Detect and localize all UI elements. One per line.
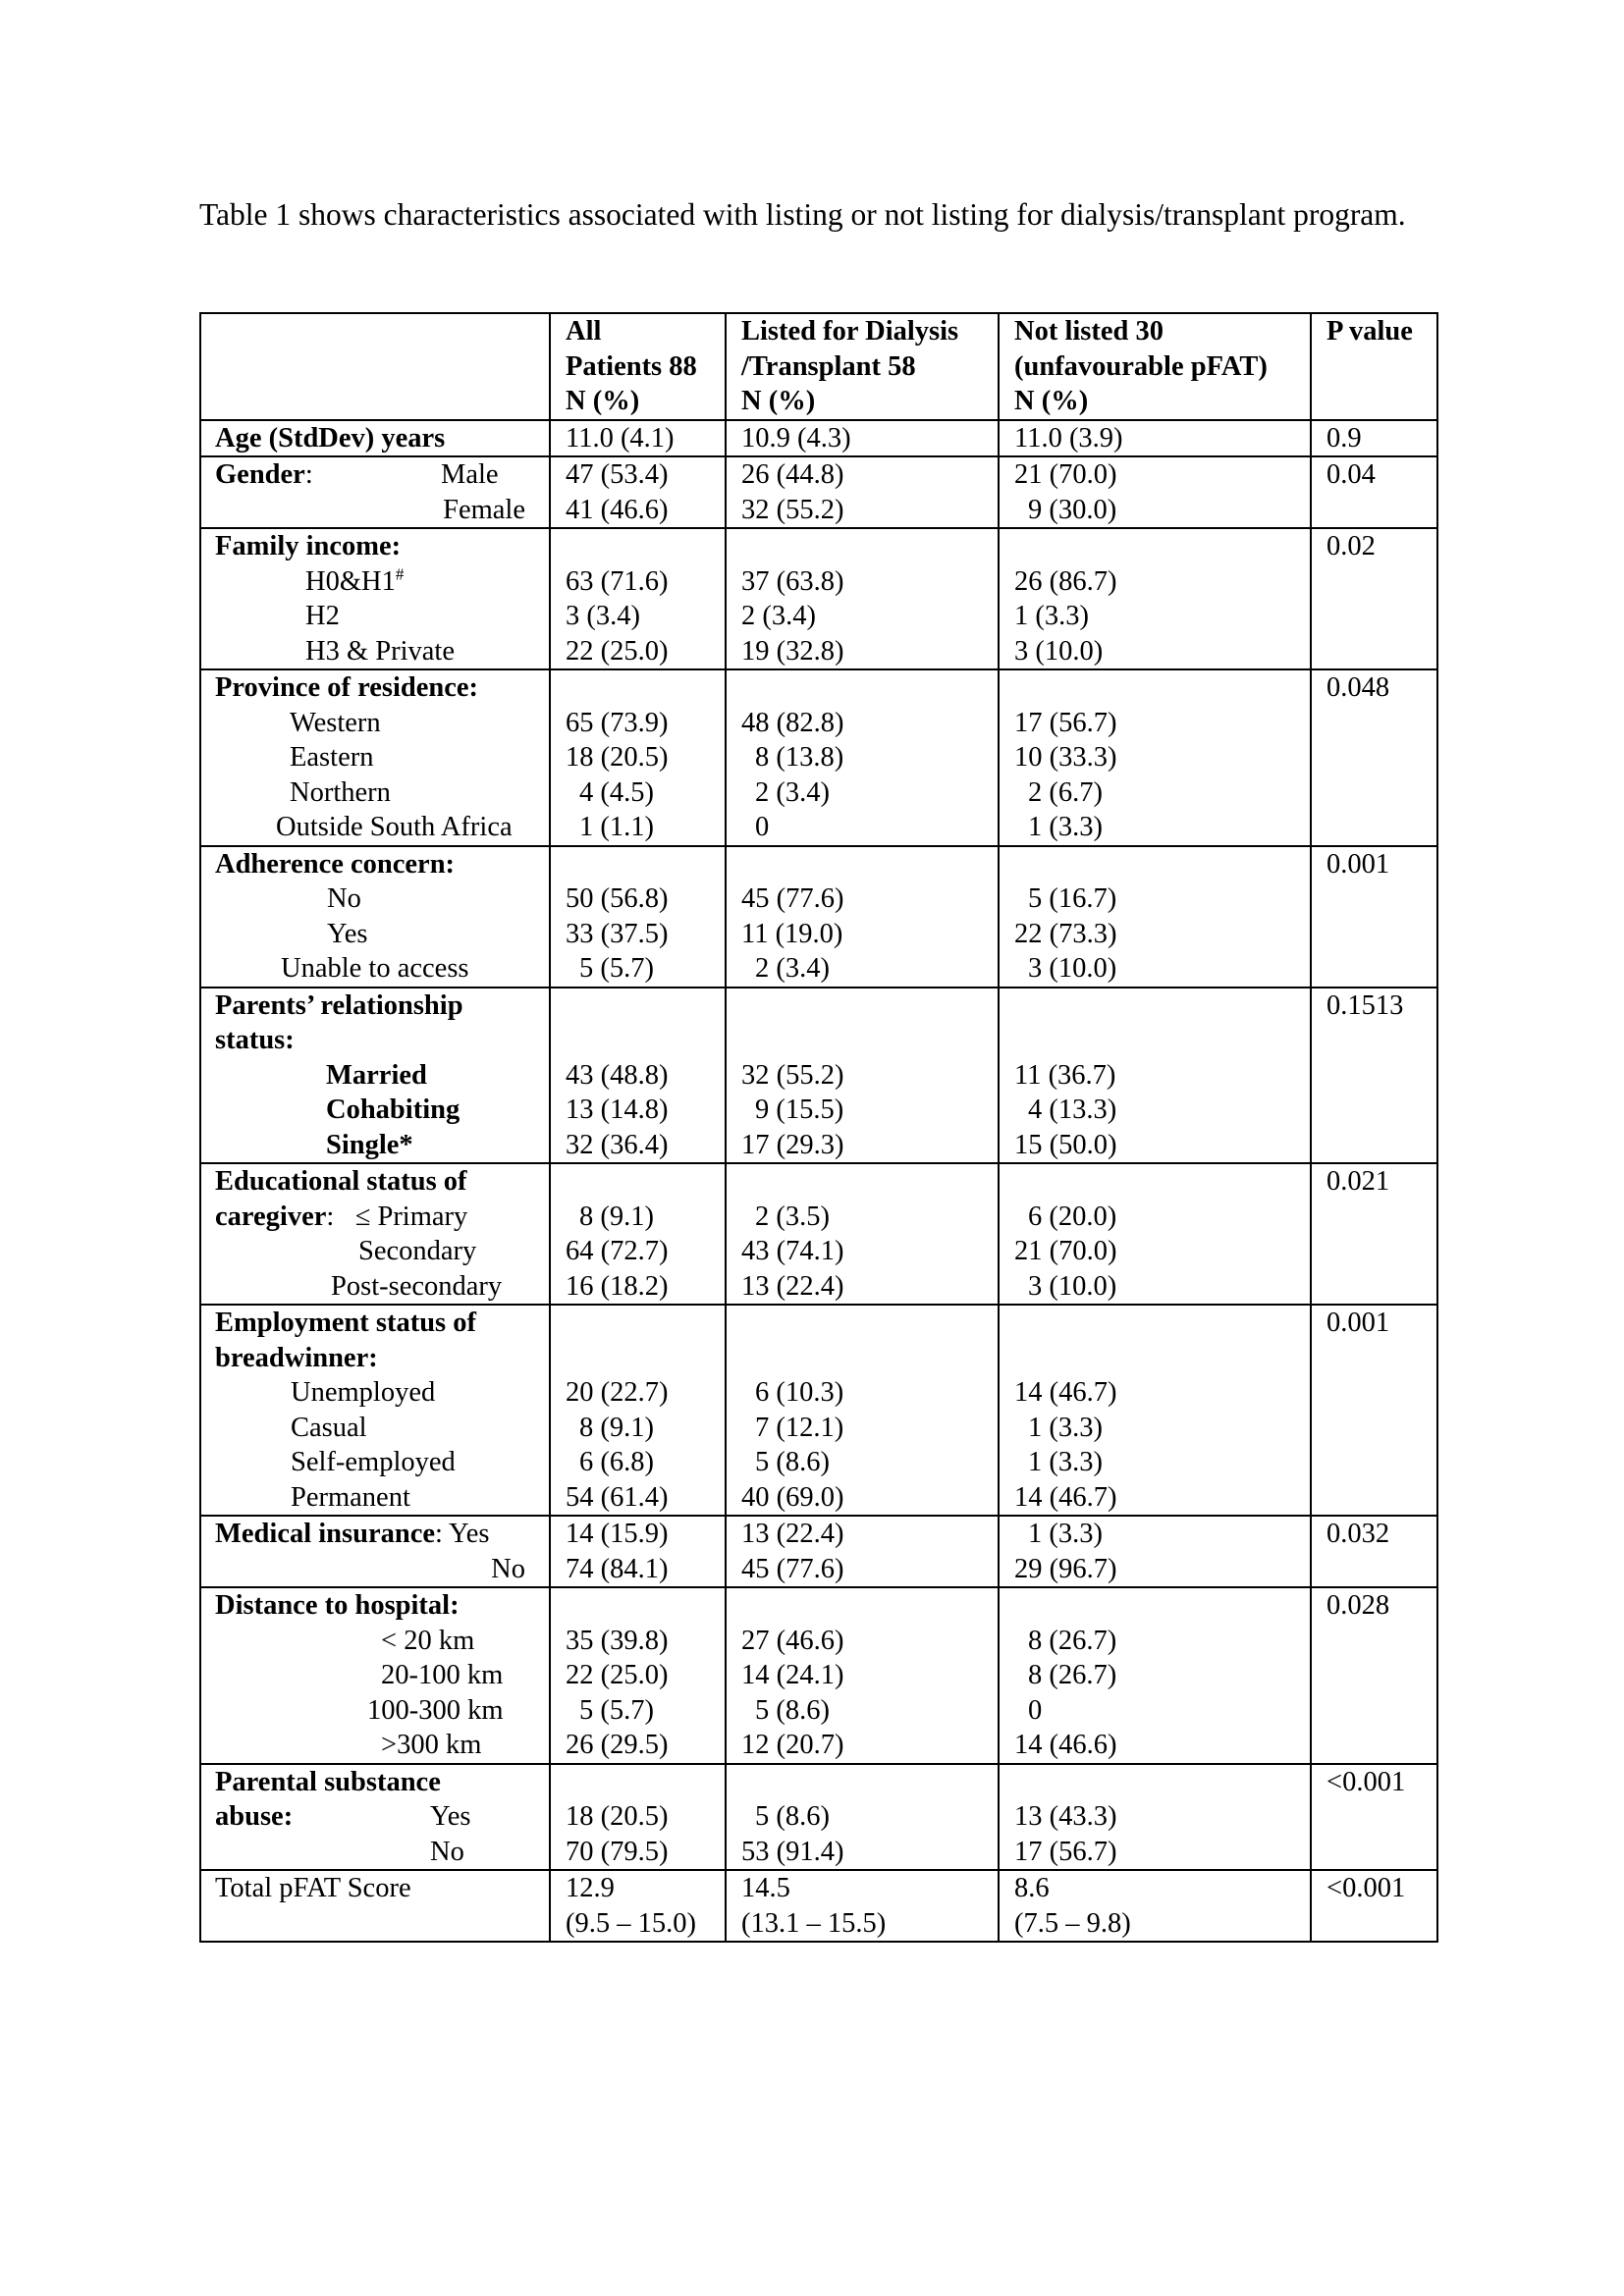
cell-text: 0.021 <box>1326 1166 1390 1197</box>
cell-p-value <box>1311 1163 1437 1305</box>
cell-text: Employment status of <box>215 1308 477 1338</box>
cell-text: 5 (5.7) <box>579 953 654 984</box>
cell-text: 35 (39.8) <box>566 1625 669 1656</box>
cell-text: 17 (56.7) <box>1014 1836 1117 1867</box>
row-label-province <box>200 669 550 846</box>
cell-text: 18 (20.5) <box>566 1801 669 1832</box>
row-label-adherence <box>200 846 550 988</box>
cell-text: 8 (9.1) <box>579 1412 654 1443</box>
header-empty-cell <box>200 313 550 420</box>
cell-text: 17 (56.7) <box>1014 707 1117 738</box>
cell-text: Educational status of <box>215 1166 467 1197</box>
cell-text: 8 (13.8) <box>755 742 844 773</box>
cell-text: Northern <box>290 776 391 808</box>
cell-text: Permanent <box>291 1481 410 1513</box>
cell-text: abuse: <box>215 1801 294 1832</box>
cell-text: 11.0 (4.1) <box>566 422 675 454</box>
cell-text: Adherence concern: <box>215 848 456 880</box>
cell-not-listed <box>999 456 1311 528</box>
cell-text: 14.5 <box>741 1873 790 1903</box>
table-row-gender <box>200 456 1437 528</box>
cell-text: 65 (73.9) <box>566 707 669 738</box>
cell-text: Outside South Africa <box>276 812 513 842</box>
cell-text: H0&H1 <box>305 565 396 597</box>
cell-text: 0.048 <box>1326 672 1390 703</box>
cell-text: Total pFAT Score <box>215 1873 411 1903</box>
cell-text: 70 (79.5) <box>566 1836 669 1867</box>
cell-text: 32 (55.2) <box>741 1059 844 1091</box>
cell-text: # <box>395 564 405 583</box>
cell-text: 1 (3.3) <box>1014 601 1089 631</box>
table-row-pfat <box>200 1870 1437 1942</box>
cell-text: 33 (37.5) <box>566 918 669 949</box>
cell-listed <box>726 1870 999 1942</box>
cell-text: 7 (12.1) <box>755 1412 844 1443</box>
cell-text: 19 (32.8) <box>741 635 844 667</box>
cell-text: Post-secondary <box>331 1270 503 1302</box>
cell-text: 1 (3.3) <box>1028 1412 1103 1443</box>
cell-text: 15 (50.0) <box>1014 1129 1117 1160</box>
cell-text: 21 (70.0) <box>1014 1236 1117 1266</box>
cell-text: Family income: <box>215 531 402 561</box>
cell-text: 43 (74.1) <box>741 1236 844 1266</box>
cell-text: Patients 88 <box>566 350 697 382</box>
cell-listed <box>726 1516 999 1587</box>
cell-p-value <box>1311 846 1437 988</box>
row-label-pfat <box>200 1870 550 1942</box>
cell-p-value <box>1311 1587 1437 1764</box>
cell-text: 1 (3.3) <box>1028 812 1103 842</box>
cell-text: 40 (69.0) <box>741 1481 844 1513</box>
cell-text: 5 (5.7) <box>579 1694 654 1726</box>
intro-text: Table 1 shows characteristics associated with listing or not listing for dialysis/transplant program. <box>199 197 1406 232</box>
cell-text: status: <box>215 1025 295 1055</box>
cell-text: 0.02 <box>1326 531 1376 561</box>
cell-text: 3 (10.0) <box>1028 953 1117 984</box>
cell-text: (9.5 – 15.0) <box>566 1907 696 1939</box>
cell-text: 20 (22.7) <box>566 1377 669 1408</box>
table-header-row <box>200 313 1437 420</box>
cell-text: Age (StdDev) years <box>215 422 446 454</box>
cell-listed <box>726 1305 999 1516</box>
row-label-age <box>200 420 550 457</box>
cell-text: 20-100 km <box>381 1660 504 1690</box>
cell-text: 43 (48.8) <box>566 1059 669 1091</box>
cell-text: 5 (16.7) <box>1028 883 1117 914</box>
cell-text: Casual <box>291 1412 367 1443</box>
cell-text: 9 (15.5) <box>755 1095 844 1125</box>
cell-text: 1 (1.1) <box>579 812 654 842</box>
cell-text: Female <box>443 494 525 525</box>
cell-p-value <box>1311 528 1437 669</box>
cell-text: 8.6 <box>1014 1873 1050 1903</box>
row-label-employment <box>200 1305 550 1516</box>
cell-text: 8 (26.7) <box>1028 1660 1117 1690</box>
cell-text: 8 (9.1) <box>579 1201 654 1232</box>
cell-text: 32 (36.4) <box>566 1129 669 1160</box>
cell-text: 0.028 <box>1326 1590 1390 1621</box>
cell-text: 6 (10.3) <box>755 1377 844 1408</box>
cell-text: Yes <box>327 918 368 949</box>
cell-listed <box>726 1587 999 1764</box>
cell-text: 32 (55.2) <box>741 494 844 525</box>
cell-text: 13 (43.3) <box>1014 1801 1117 1832</box>
cell-text: 10.9 (4.3) <box>741 422 851 454</box>
cell-p-value <box>1311 420 1437 457</box>
cell-text: 6 (6.8) <box>579 1447 654 1477</box>
cell-text: H2 <box>305 601 340 631</box>
cell-text: 21 (70.0) <box>1014 459 1117 490</box>
cell-text: /Transplant 58 <box>741 350 916 382</box>
table-row-distance <box>200 1587 1437 1764</box>
cell-listed <box>726 456 999 528</box>
cell-text: 26 (29.5) <box>566 1730 669 1760</box>
cell-text: 5 (8.6) <box>755 1447 830 1477</box>
cell-text: 0.04 <box>1326 459 1376 490</box>
cell-text: 0.9 <box>1326 422 1362 454</box>
cell-text: No <box>491 1553 525 1584</box>
cell-text: 13 (22.4) <box>741 1270 844 1302</box>
cell-text: N (%) <box>741 386 816 416</box>
cell-text: 0.001 <box>1326 848 1390 880</box>
cell-text: 22 (73.3) <box>1014 918 1117 949</box>
cell-text: Unable to access <box>281 953 469 984</box>
cell-text: 22 (25.0) <box>566 635 669 667</box>
cell-p-value <box>1311 1870 1437 1942</box>
cell-text: 2 (6.7) <box>1028 776 1103 808</box>
cell-text: 11 (19.0) <box>741 918 843 949</box>
cell-text: <0.001 <box>1326 1766 1406 1797</box>
cell-text: Province of residence: <box>215 672 479 703</box>
cell-text: 22 (25.0) <box>566 1660 669 1690</box>
cell-not-listed <box>999 846 1311 988</box>
cell-text: < 20 km <box>381 1625 475 1656</box>
cell-text: Yes <box>449 1519 490 1549</box>
cell-text: 0 <box>1028 1694 1043 1726</box>
cell-not-listed <box>999 1870 1311 1942</box>
cell-text: 0.032 <box>1326 1519 1390 1549</box>
cell-text: 14 (15.9) <box>566 1519 669 1549</box>
cell-text: 54 (61.4) <box>566 1481 669 1513</box>
cell-text: (13.1 – 15.5) <box>741 1907 887 1939</box>
row-label-distance <box>200 1587 550 1764</box>
cell-text: caregiver <box>215 1201 327 1232</box>
cell-text: 3 (3.4) <box>566 601 640 631</box>
cell-text: 3 (10.0) <box>1028 1270 1117 1302</box>
table-row-substance <box>200 1764 1437 1871</box>
cell-all <box>550 1587 726 1764</box>
cell-text: 5 (8.6) <box>755 1694 830 1726</box>
cell-listed <box>726 669 999 846</box>
cell-text: Listed for Dialysis <box>741 316 959 347</box>
cell-text: 12 (20.7) <box>741 1730 844 1760</box>
cell-p-value <box>1311 456 1437 528</box>
cell-text: Distance to hospital: <box>215 1590 460 1621</box>
cell-all <box>550 988 726 1164</box>
cell-text: breadwinner: <box>215 1342 378 1373</box>
cell-text: 10 (33.3) <box>1014 742 1117 773</box>
cell-not-listed <box>999 528 1311 669</box>
cell-text: 14 (46.7) <box>1014 1481 1117 1513</box>
cell-text: No <box>430 1836 464 1867</box>
cell-text: 37 (63.8) <box>741 565 844 597</box>
cell-listed <box>726 846 999 988</box>
cell-text: Self-employed <box>291 1447 456 1477</box>
cell-p-value <box>1311 669 1437 846</box>
cell-text: Western <box>290 707 381 738</box>
cell-text: 17 (29.3) <box>741 1129 844 1160</box>
cell-text: 48 (82.8) <box>741 707 844 738</box>
cell-text: H3 & Private <box>305 635 455 667</box>
cell-text: Married <box>326 1059 427 1091</box>
cell-all <box>550 1764 726 1871</box>
cell-text: 4 (13.3) <box>1028 1095 1117 1125</box>
header-p-value <box>1311 313 1437 420</box>
row-label-parents-relationship <box>200 988 550 1164</box>
cell-text: 26 (44.8) <box>741 459 844 490</box>
cell-text: Cohabiting <box>326 1095 460 1125</box>
cell-text: Yes <box>430 1801 471 1832</box>
cell-text: N (%) <box>1014 386 1089 416</box>
cell-text: 27 (46.6) <box>741 1625 844 1656</box>
cell-text: 63 (71.6) <box>566 565 669 597</box>
cell-text: 11 (36.7) <box>1014 1059 1116 1091</box>
cell-text: 11.0 (3.9) <box>1014 422 1123 454</box>
table-row-province <box>200 669 1437 846</box>
cell-text: 45 (77.6) <box>741 883 844 914</box>
cell-text: Parents’ relationship <box>215 989 463 1021</box>
cell-not-listed <box>999 669 1311 846</box>
cell-all <box>550 669 726 846</box>
table-row-adherence <box>200 846 1437 988</box>
cell-listed <box>726 528 999 669</box>
cell-text: 6 (20.0) <box>1028 1201 1117 1232</box>
cell-text: Single* <box>326 1129 413 1160</box>
cell-text: 50 (56.8) <box>566 883 669 914</box>
cell-text: 1 (3.3) <box>1028 1519 1103 1549</box>
row-label-insurance: Medical insurance: Yes No <box>200 1516 550 1587</box>
cell-text: 5 (8.6) <box>755 1801 830 1832</box>
cell-text: 0.1513 <box>1326 989 1404 1021</box>
cell-text: 12.9 <box>566 1873 615 1903</box>
cell-text: 29 (96.7) <box>1014 1553 1117 1584</box>
cell-text: 13 (14.8) <box>566 1095 669 1125</box>
cell-all <box>550 846 726 988</box>
cell-text: ≤ Primary <box>354 1201 468 1232</box>
header-all-patients <box>550 313 726 420</box>
cell-text: 3 (10.0) <box>1014 635 1104 667</box>
cell-text: 64 (72.7) <box>566 1236 669 1266</box>
cell-text: 2 (3.4) <box>755 776 830 808</box>
cell-not-listed <box>999 420 1311 457</box>
cell-not-listed <box>999 988 1311 1164</box>
cell-p-value <box>1311 1516 1437 1587</box>
table-row-family-income <box>200 528 1437 669</box>
cell-not-listed <box>999 1516 1311 1587</box>
cell-text: 26 (86.7) <box>1014 565 1117 597</box>
characteristics-table <box>199 312 1438 1943</box>
cell-listed <box>726 420 999 457</box>
cell-text: 0 <box>755 812 770 842</box>
cell-text: P value <box>1326 316 1413 347</box>
cell-text: 74 (84.1) <box>566 1553 669 1584</box>
cell-not-listed <box>999 1305 1311 1516</box>
cell-text: Parental substance <box>215 1766 441 1797</box>
cell-text: Unemployed <box>291 1377 436 1408</box>
cell-text: 53 (91.4) <box>741 1836 844 1867</box>
header-listed <box>726 313 999 420</box>
cell-text: N (%) <box>566 386 640 416</box>
cell-p-value <box>1311 1764 1437 1871</box>
cell-text: Not listed 30 <box>1014 316 1164 347</box>
cell-text: 8 (26.7) <box>1028 1625 1117 1656</box>
cell-text: Gender <box>215 459 305 490</box>
cell-all <box>550 1163 726 1305</box>
cell-text: Medical insurance <box>215 1519 436 1549</box>
cell-text: 2 (3.4) <box>755 953 830 984</box>
cell-text: 45 (77.6) <box>741 1553 844 1584</box>
row-label-substance <box>200 1764 550 1871</box>
cell-text: Male <box>441 459 499 490</box>
cell-text: 14 (46.7) <box>1014 1377 1117 1408</box>
cell-not-listed <box>999 1587 1311 1764</box>
cell-listed <box>726 988 999 1164</box>
cell-text: 13 (22.4) <box>741 1519 844 1549</box>
cell-text: 41 (46.6) <box>566 494 669 525</box>
cell-text: (7.5 – 9.8) <box>1014 1907 1131 1939</box>
cell-text: 4 (4.5) <box>579 776 654 808</box>
cell-text: 2 (3.5) <box>755 1201 830 1232</box>
cell-text: <0.001 <box>1326 1873 1406 1903</box>
cell-p-value <box>1311 988 1437 1164</box>
row-label-family-income <box>200 528 550 669</box>
table-row-education <box>200 1163 1437 1305</box>
cell-text: 18 (20.5) <box>566 742 669 773</box>
row-label-gender: Gender: Male Female <box>200 456 550 528</box>
cell-all <box>550 528 726 669</box>
table-row-parents-relationship <box>200 988 1437 1164</box>
cell-all <box>550 420 726 457</box>
cell-listed <box>726 1764 999 1871</box>
cell-text: 16 (18.2) <box>566 1270 669 1302</box>
cell-listed <box>726 1163 999 1305</box>
cell-all <box>550 1870 726 1942</box>
cell-text: All <box>566 316 602 347</box>
cell-text: 14 (46.6) <box>1014 1730 1117 1760</box>
table-row-employment <box>200 1305 1437 1516</box>
cell-text: 14 (24.1) <box>741 1660 844 1690</box>
cell-text: Eastern <box>290 742 374 773</box>
cell-text: >300 km <box>381 1730 482 1760</box>
cell-text: Secondary <box>358 1236 477 1266</box>
cell-text: (unfavourable pFAT) <box>1014 350 1268 382</box>
row-label-education: Educational status of caregiver: ≤ Primary Secondary Post-secondary <box>200 1163 550 1305</box>
cell-all <box>550 1516 726 1587</box>
table-row-insurance <box>200 1516 1437 1587</box>
cell-not-listed <box>999 1163 1311 1305</box>
cell-text: 2 (3.4) <box>741 601 816 631</box>
cell-text: 47 (53.4) <box>566 459 669 490</box>
cell-text: 9 (30.0) <box>1028 494 1117 525</box>
header-not-listed <box>999 313 1311 420</box>
cell-all <box>550 1305 726 1516</box>
cell-p-value <box>1311 1305 1437 1516</box>
cell-all <box>550 456 726 528</box>
cell-text: 1 (3.3) <box>1028 1447 1103 1477</box>
cell-text: 0.001 <box>1326 1308 1390 1338</box>
table-row-age <box>200 420 1437 457</box>
cell-text: 100-300 km <box>367 1694 504 1726</box>
cell-not-listed <box>999 1764 1311 1871</box>
cell-text: No <box>327 883 361 914</box>
